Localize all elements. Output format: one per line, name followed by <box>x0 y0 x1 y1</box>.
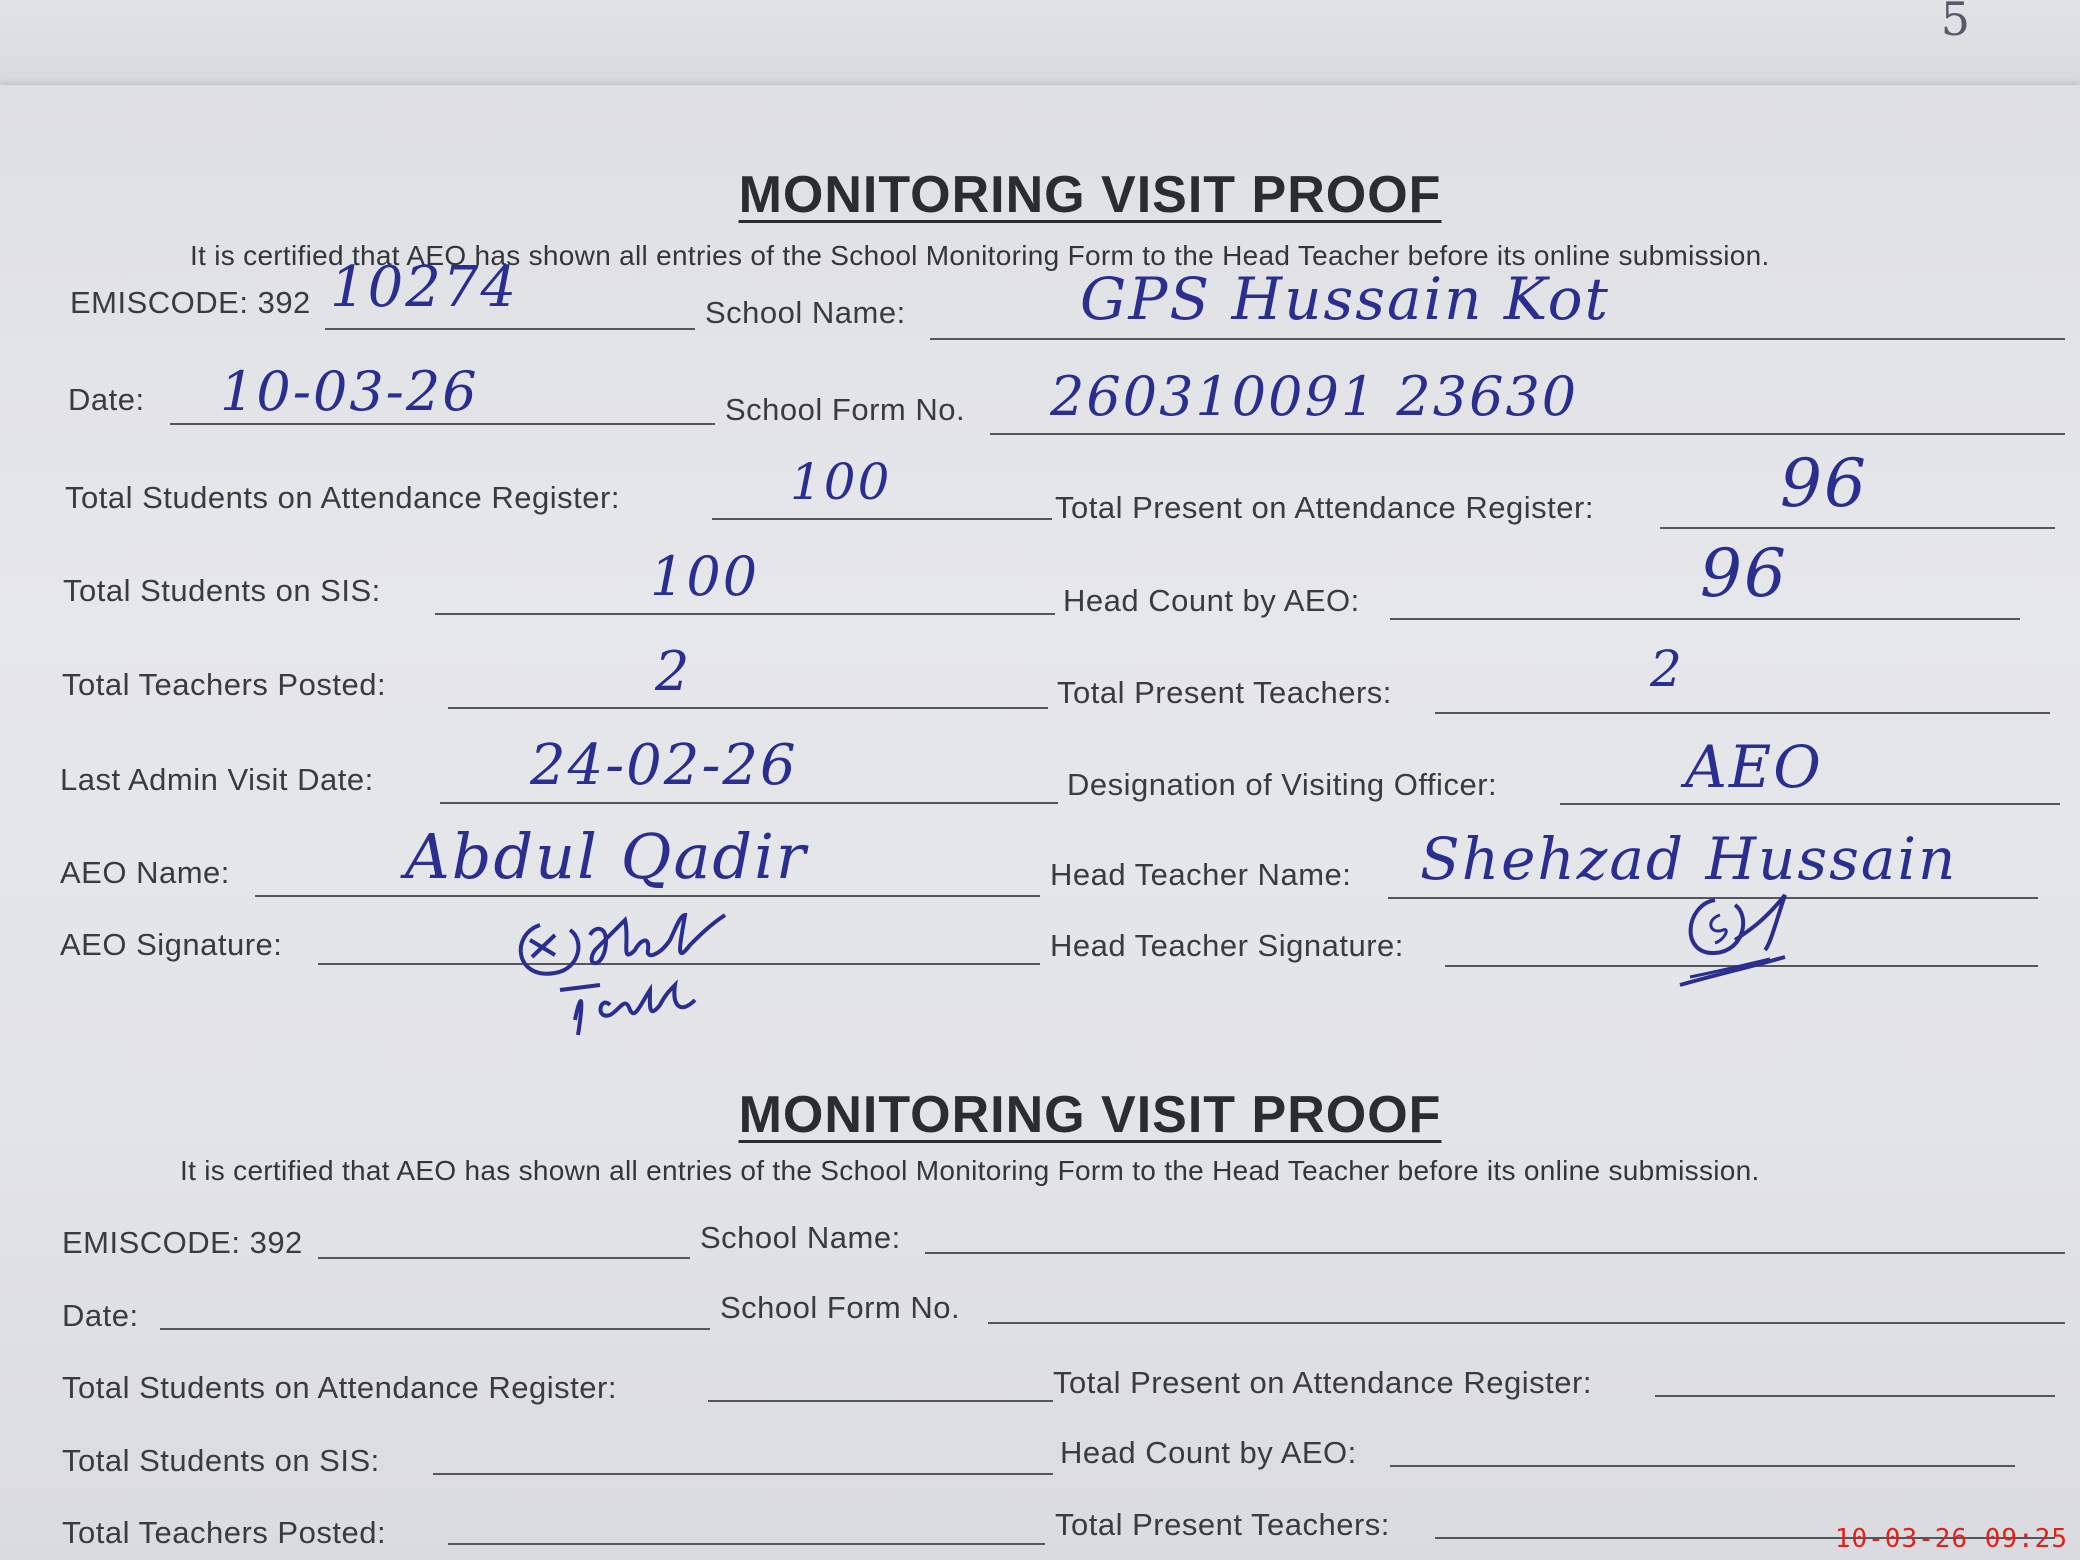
form-2-total-present-attendance-line <box>1655 1395 2055 1397</box>
teachers-posted-value: 2 <box>655 640 692 703</box>
date-label: Date: <box>68 382 145 417</box>
camera-timestamp: 10-03-26 09:25 <box>1834 1524 2068 1554</box>
form-2-total-students-attendance-label: Total Students on Attendance Register: <box>62 1370 617 1405</box>
form-2-total-students-attendance-line <box>708 1400 1053 1402</box>
form-2-title: MONITORING VISIT PROOF <box>738 1086 1442 1144</box>
school-form-no-label: School Form No. <box>725 392 966 427</box>
form-2-school-form-no-line <box>988 1322 2065 1324</box>
form-2-teachers-posted-line <box>448 1543 1045 1545</box>
head-teacher-signature-label: Head Teacher Signature: <box>1050 928 1404 963</box>
head-count-value: 96 <box>1700 535 1788 612</box>
emiscode-line <box>325 328 695 330</box>
designation-label: Designation of Visiting Officer: <box>1067 767 1498 802</box>
school-form-no-line <box>990 433 2065 435</box>
total-students-attendance-label: Total Students on Attendance Register: <box>65 480 620 515</box>
total-students-attendance-value: 100 <box>790 453 892 511</box>
form-2-date-line <box>160 1328 710 1330</box>
last-admin-visit-value: 24-02-26 <box>530 733 798 798</box>
school-form-no-value: 260310091 23630 <box>1050 365 1579 428</box>
school-name-label: School Name: <box>705 295 906 330</box>
form-2-school-name-line <box>925 1252 2065 1254</box>
form-2-present-teachers-label: Total Present Teachers: <box>1055 1507 1390 1542</box>
form-2-school-name-label: School Name: <box>700 1220 901 1255</box>
emiscode-value: 10274 <box>330 255 519 320</box>
head-count-line <box>1390 618 2020 620</box>
school-name-value: GPS Hussain Kot <box>1080 265 1610 333</box>
form-2-emiscode-label: EMISCODE: 392 <box>62 1225 303 1260</box>
date-value: 10-03-26 <box>220 360 479 423</box>
form-2-head-count-line <box>1390 1465 2015 1467</box>
corner-mark: 5 <box>1940 0 1970 46</box>
present-teachers-label: Total Present Teachers: <box>1057 675 1392 710</box>
head-count-label: Head Count by AEO: <box>1063 583 1360 618</box>
total-students-sis-line <box>435 613 1055 615</box>
form-1-title: MONITORING VISIT PROOF <box>738 166 1442 224</box>
total-students-sis-value: 100 <box>650 545 760 608</box>
last-admin-visit-label: Last Admin Visit Date: <box>60 762 374 797</box>
designation-value: AEO <box>1685 733 1823 801</box>
form-2-certification: It is certified that AEO has shown all entries of the School Monitoring Form to the Head Teacher before its online submission. <box>180 1155 1760 1186</box>
designation-line <box>1560 803 2060 805</box>
total-present-attendance-value: 96 <box>1780 445 1868 522</box>
total-present-attendance-label: Total Present on Attendance Register: <box>1055 490 1594 525</box>
date-line <box>170 423 715 425</box>
teachers-posted-label: Total Teachers Posted: <box>62 667 387 702</box>
school-name-line <box>930 338 2065 340</box>
form-2-total-students-sis-label: Total Students on SIS: <box>62 1443 380 1478</box>
total-students-sis-label: Total Students on SIS: <box>63 573 381 608</box>
form-2-school-form-no-label: School Form No. <box>720 1290 961 1325</box>
form-2-total-students-sis-line <box>433 1473 1053 1475</box>
present-teachers-value: 2 <box>1650 640 1684 698</box>
form-sheet <box>0 85 2080 1560</box>
head-teacher-name-label: Head Teacher Name: <box>1050 857 1352 892</box>
total-students-attendance-line <box>712 518 1052 520</box>
total-present-attendance-line <box>1660 527 2055 529</box>
head-teacher-name-value: Shehzad Hussain <box>1420 825 1958 893</box>
aeo-signature-image <box>500 895 800 1045</box>
emiscode-label: EMISCODE: 392 <box>70 285 311 320</box>
form-2-date-label: Date: <box>62 1298 139 1333</box>
form-1-certification: It is certified that AEO has shown all entries of the School Monitoring Form to the Head Teacher before its online submission. <box>190 240 1770 271</box>
last-admin-visit-line <box>440 802 1058 804</box>
form-2-total-present-attendance-label: Total Present on Attendance Register: <box>1053 1365 1592 1400</box>
aeo-name-value: Abdul Qadir <box>405 820 808 893</box>
form-2-teachers-posted-label: Total Teachers Posted: <box>62 1515 387 1550</box>
head-teacher-signature-image <box>1675 885 1875 1005</box>
aeo-name-label: AEO Name: <box>60 855 230 890</box>
present-teachers-line <box>1435 712 2050 714</box>
aeo-signature-label: AEO Signature: <box>60 927 283 962</box>
form-2-emiscode-line <box>318 1257 690 1259</box>
teachers-posted-line <box>448 707 1048 709</box>
form-2-head-count-label: Head Count by AEO: <box>1060 1435 1357 1470</box>
